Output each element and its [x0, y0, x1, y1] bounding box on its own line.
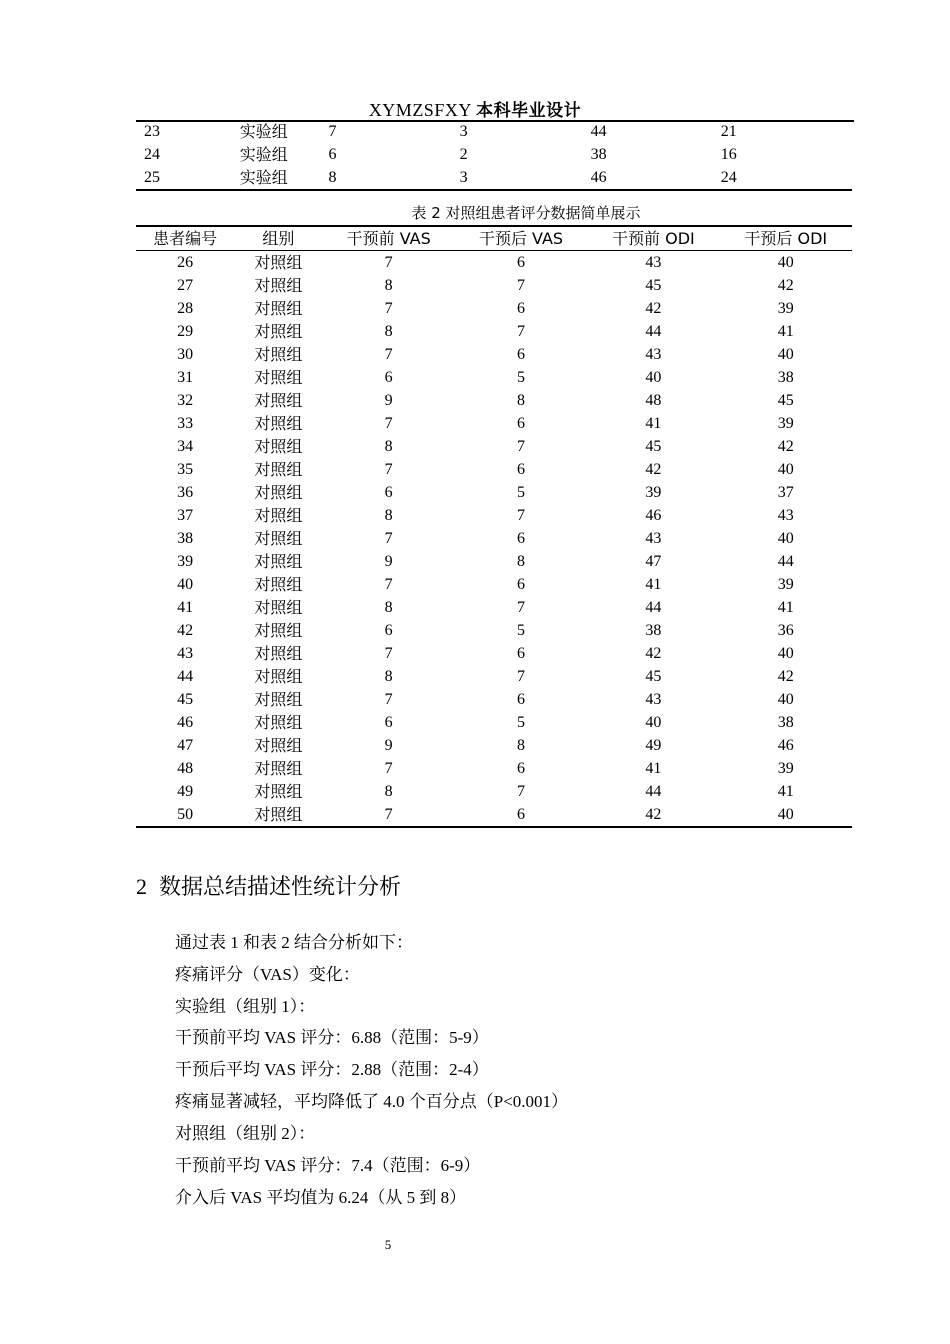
cell-odi-pre: 40 [645, 714, 662, 731]
table-row [136, 596, 852, 619]
cell-vas-post: 6 [517, 576, 526, 593]
cell-vas-post: 7 [517, 323, 526, 340]
cell-group: 对照组 [254, 575, 303, 594]
table-row [136, 320, 852, 343]
cell-vas-post: 6 [517, 415, 526, 432]
cell-odi-post: 42 [777, 277, 794, 294]
cell-id: 43 [177, 645, 194, 662]
table-row [136, 780, 852, 803]
cell-group: 对照组 [254, 253, 303, 272]
table2-control-group [136, 225, 852, 828]
table-row [136, 435, 852, 458]
cell-vas-post: 7 [517, 277, 526, 294]
cell-group: 对照组 [254, 782, 303, 801]
cell-vas-pre: 8 [384, 277, 393, 294]
cell-odi-post: 40 [777, 461, 794, 478]
cell-odi-post: 42 [777, 668, 794, 685]
cell-vas-post: 7 [517, 668, 526, 685]
header-title: 本科毕业设计 [476, 101, 582, 121]
cell-odi-post: 41 [777, 323, 794, 340]
paragraph-line: 干预前平均 VAS 评分：6.88（范围：5-9） [175, 1028, 489, 1047]
table-row [136, 573, 852, 596]
cell-vas-pre: 8 [384, 323, 393, 340]
cell-vas-post: 3 [459, 169, 468, 186]
cell-odi-post: 24 [720, 169, 737, 186]
cell-group: 对照组 [254, 598, 303, 617]
cell-id: 35 [177, 461, 194, 478]
cell-odi-pre: 44 [590, 123, 607, 140]
cell-vas-post: 5 [517, 714, 526, 731]
cell-odi-pre: 43 [645, 346, 662, 363]
cell-odi-post: 40 [777, 530, 794, 547]
cell-group: 对照组 [254, 644, 303, 663]
table-row [136, 412, 852, 435]
cell-id: 45 [177, 691, 194, 708]
cell-vas-pre: 7 [384, 461, 393, 478]
cell-odi-pre: 38 [645, 622, 662, 639]
cell-group: 对照组 [254, 529, 303, 548]
header-group: 组别 [234, 226, 322, 251]
cell-odi-post: 39 [777, 576, 794, 593]
cell-odi-post: 41 [777, 783, 794, 800]
cell-id: 23 [144, 123, 160, 140]
cell-group: 对照组 [254, 368, 303, 387]
paragraph-line: 干预后平均 VAS 评分：2.88（范围：2-4） [175, 1060, 489, 1079]
cell-odi-pre: 48 [645, 392, 662, 409]
table-header-row [136, 226, 852, 251]
cell-group: 实验组 [239, 168, 288, 187]
cell-odi-post: 16 [720, 146, 737, 163]
table-row [136, 734, 852, 757]
cell-vas-post: 8 [517, 737, 526, 754]
cell-group: 对照组 [254, 460, 303, 479]
paragraph-line: 疼痛评分（VAS）变化： [175, 965, 360, 984]
cell-vas-post: 6 [517, 691, 526, 708]
cell-odi-post: 36 [777, 622, 794, 639]
table-row [136, 297, 852, 320]
paragraph-line: 干预前平均 VAS 评分：7.4（范围：6-9） [175, 1156, 481, 1175]
table-row [136, 803, 852, 827]
cell-id: 26 [177, 254, 194, 271]
cell-vas-pre: 7 [328, 123, 337, 140]
cell-odi-post: 21 [720, 123, 737, 140]
table-row [136, 389, 852, 412]
cell-vas-post: 8 [517, 392, 526, 409]
cell-id: 38 [177, 530, 194, 547]
page-number: 5 [384, 1237, 392, 1252]
paragraph-line: 通过表 1 和表 2 结合分析如下： [175, 933, 413, 952]
cell-group: 对照组 [254, 805, 303, 824]
table-row [136, 366, 852, 389]
cell-odi-pre: 42 [645, 300, 662, 317]
cell-vas-pre: 8 [384, 599, 393, 616]
cell-id: 42 [177, 622, 194, 639]
table-row [136, 527, 852, 550]
cell-id: 24 [144, 146, 160, 163]
cell-vas-pre: 7 [384, 576, 393, 593]
cell-odi-post: 44 [777, 553, 794, 570]
table-row [136, 711, 852, 734]
cell-group: 对照组 [254, 759, 303, 778]
cell-vas-post: 6 [517, 346, 526, 363]
table-row [136, 343, 852, 366]
cell-odi-pre: 42 [645, 645, 662, 662]
table-row [136, 481, 852, 504]
table-row [136, 550, 852, 573]
cell-id: 25 [144, 169, 160, 186]
cell-vas-post: 7 [517, 507, 526, 524]
table-row [136, 143, 852, 166]
cell-odi-post: 42 [777, 438, 794, 455]
cell-id: 41 [177, 599, 194, 616]
cell-group: 对照组 [254, 276, 303, 295]
paragraph-line: 实验组（组别 1）： [175, 997, 316, 1016]
cell-vas-post: 5 [517, 484, 526, 501]
cell-group: 对照组 [254, 621, 303, 640]
table-row [136, 120, 852, 143]
cell-vas-post: 3 [459, 123, 468, 140]
cell-vas-post: 7 [517, 783, 526, 800]
table-row [136, 619, 852, 642]
cell-id: 34 [177, 438, 194, 455]
cell-group: 对照组 [254, 322, 303, 341]
section-heading [136, 870, 401, 901]
cell-vas-pre: 8 [384, 783, 393, 800]
cell-vas-pre: 7 [384, 645, 393, 662]
cell-vas-post: 6 [517, 645, 526, 662]
cell-id: 48 [177, 760, 194, 777]
cell-odi-post: 38 [777, 714, 794, 731]
cell-vas-post: 6 [517, 806, 526, 823]
cell-group: 对照组 [254, 713, 303, 732]
cell-vas-post: 2 [459, 146, 468, 163]
cell-odi-pre: 46 [645, 507, 662, 524]
cell-group: 对照组 [254, 483, 303, 502]
cell-vas-post: 8 [517, 553, 526, 570]
cell-id: 32 [177, 392, 194, 409]
cell-group: 实验组 [239, 145, 288, 164]
table-row [136, 642, 852, 665]
cell-odi-post: 37 [777, 484, 794, 501]
cell-vas-pre: 7 [384, 530, 393, 547]
table-row [136, 757, 852, 780]
cell-odi-pre: 43 [645, 254, 662, 271]
cell-vas-pre: 9 [384, 553, 393, 570]
cell-group: 对照组 [254, 667, 303, 686]
cell-vas-post: 5 [517, 622, 526, 639]
header-odi-post: 干预后 ODI [720, 226, 852, 251]
header-latin: XYMZSFXY [368, 100, 472, 120]
paragraph-line: 介入后 VAS 平均值为 6.24（从 5 到 8） [175, 1188, 467, 1207]
cell-odi-post: 38 [777, 369, 794, 386]
cell-vas-pre: 7 [384, 691, 393, 708]
cell-odi-pre: 45 [645, 277, 662, 294]
cell-odi-pre: 40 [645, 369, 662, 386]
cell-id: 47 [177, 737, 194, 754]
header-vas-pre: 干预前 VAS [323, 226, 455, 251]
cell-vas-pre: 7 [384, 254, 393, 271]
cell-odi-post: 39 [777, 300, 794, 317]
cell-vas-pre: 8 [384, 438, 393, 455]
table-row [136, 166, 852, 190]
cell-id: 31 [177, 369, 194, 386]
section-title: 数据总结描述性统计分析 [159, 875, 402, 900]
cell-odi-pre: 39 [645, 484, 662, 501]
cell-odi-post: 43 [777, 507, 794, 524]
cell-vas-pre: 7 [384, 415, 393, 432]
cell-odi-pre: 49 [645, 737, 662, 754]
cell-group: 对照组 [254, 345, 303, 364]
cell-group: 对照组 [254, 736, 303, 755]
cell-group: 对照组 [254, 690, 303, 709]
cell-vas-pre: 8 [384, 507, 393, 524]
cell-odi-post: 39 [777, 415, 794, 432]
cell-odi-pre: 44 [645, 599, 662, 616]
cell-vas-post: 6 [517, 760, 526, 777]
cell-vas-pre: 7 [384, 760, 393, 777]
cell-odi-post: 40 [777, 645, 794, 662]
cell-vas-post: 6 [517, 530, 526, 547]
cell-id: 33 [177, 415, 194, 432]
cell-odi-post: 39 [777, 760, 794, 777]
cell-vas-pre: 7 [384, 300, 393, 317]
header-odi-pre: 干预前 ODI [587, 226, 719, 251]
paragraph-line: 对照组（组别 2）： [175, 1124, 316, 1143]
table-row [136, 274, 852, 297]
cell-id: 49 [177, 783, 194, 800]
cell-id: 29 [177, 323, 194, 340]
cell-odi-pre: 41 [645, 415, 662, 432]
cell-vas-pre: 6 [328, 146, 337, 163]
table1-continuation [136, 120, 852, 191]
cell-odi-post: 45 [777, 392, 794, 409]
header-patient-id: 患者编号 [136, 226, 234, 251]
cell-id: 46 [177, 714, 194, 731]
cell-odi-pre: 41 [645, 576, 662, 593]
table-row [136, 504, 852, 527]
cell-group: 对照组 [254, 391, 303, 410]
table-row [136, 251, 852, 275]
cell-odi-post: 40 [777, 806, 794, 823]
cell-odi-pre: 44 [645, 783, 662, 800]
cell-id: 40 [177, 576, 194, 593]
cell-vas-pre: 7 [384, 806, 393, 823]
table-row [136, 665, 852, 688]
cell-group: 对照组 [254, 299, 303, 318]
cell-vas-pre: 6 [384, 622, 393, 639]
cell-id: 30 [177, 346, 194, 363]
cell-vas-post: 7 [517, 599, 526, 616]
cell-vas-pre: 9 [384, 392, 393, 409]
cell-id: 36 [177, 484, 194, 501]
cell-odi-pre: 44 [645, 323, 662, 340]
cell-odi-post: 40 [777, 691, 794, 708]
cell-odi-pre: 42 [645, 806, 662, 823]
section-number: 2 [136, 874, 147, 899]
table-row [136, 458, 852, 481]
cell-odi-pre: 45 [645, 668, 662, 685]
cell-odi-post: 40 [777, 254, 794, 271]
cell-id: 50 [177, 806, 194, 823]
cell-odi-post: 40 [777, 346, 794, 363]
header-vas-post: 干预后 VAS [455, 226, 587, 251]
cell-group: 对照组 [254, 437, 303, 456]
cell-vas-pre: 6 [384, 484, 393, 501]
table-row [136, 688, 852, 711]
cell-id: 28 [177, 300, 194, 317]
cell-group: 对照组 [254, 506, 303, 525]
cell-vas-post: 5 [517, 369, 526, 386]
cell-odi-pre: 47 [645, 553, 662, 570]
cell-odi-pre: 46 [590, 169, 607, 186]
cell-vas-pre: 6 [384, 714, 393, 731]
cell-vas-post: 6 [517, 254, 526, 271]
cell-odi-post: 46 [777, 737, 794, 754]
cell-vas-pre: 9 [384, 737, 393, 754]
cell-group: 对照组 [254, 414, 303, 433]
cell-vas-post: 7 [517, 438, 526, 455]
cell-vas-pre: 8 [328, 169, 337, 186]
cell-id: 39 [177, 553, 194, 570]
cell-odi-pre: 43 [645, 530, 662, 547]
cell-vas-pre: 7 [384, 346, 393, 363]
cell-vas-pre: 8 [384, 668, 393, 685]
cell-id: 27 [177, 277, 194, 294]
cell-group: 对照组 [254, 552, 303, 571]
cell-odi-pre: 41 [645, 760, 662, 777]
cell-id: 37 [177, 507, 194, 524]
cell-odi-pre: 43 [645, 691, 662, 708]
table2-caption: 表 2 对照组患者评分数据简单展示 [411, 204, 641, 222]
cell-odi-pre: 45 [645, 438, 662, 455]
cell-vas-pre: 6 [384, 369, 393, 386]
cell-vas-post: 6 [517, 461, 526, 478]
cell-odi-pre: 42 [645, 461, 662, 478]
cell-id: 44 [177, 668, 194, 685]
cell-group: 实验组 [239, 122, 288, 141]
paragraph-line: 疼痛显著减轻，平均降低了 4.0 个百分点（P<0.001） [175, 1092, 569, 1111]
cell-vas-post: 6 [517, 300, 526, 317]
cell-odi-pre: 38 [590, 146, 607, 163]
page-header [0, 96, 950, 121]
cell-odi-post: 41 [777, 599, 794, 616]
